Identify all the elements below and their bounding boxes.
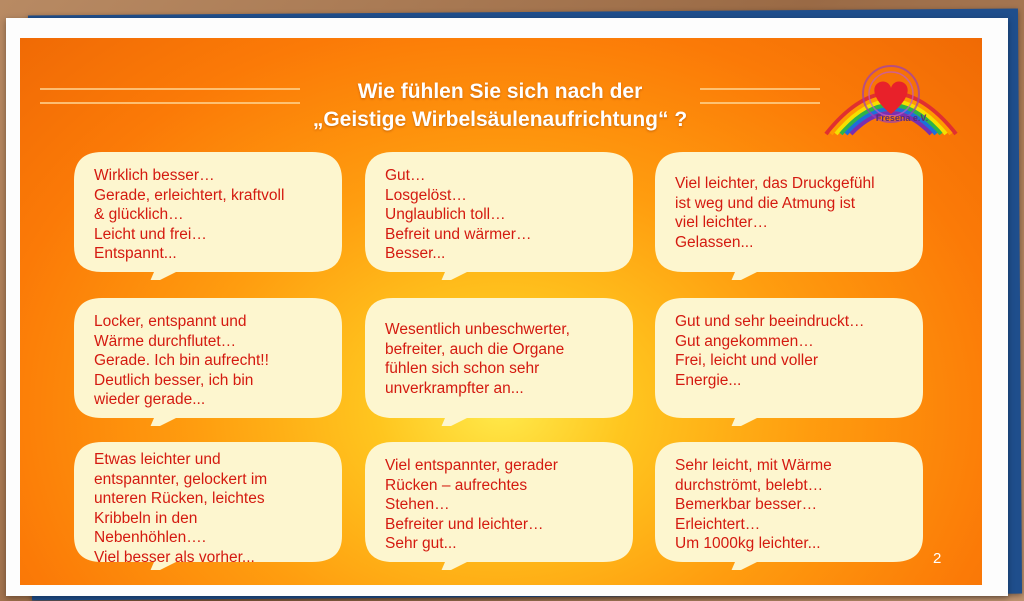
bubble-line: Um 1000kg leichter...: [675, 535, 821, 552]
bubble-text-6: [675, 312, 911, 390]
bubble-line: Nebenhöhlen….: [94, 529, 207, 546]
speech-bubble-4: [72, 296, 344, 426]
bubble-line: wieder gerade...: [94, 391, 206, 408]
page-number: 2: [933, 550, 942, 567]
bubble-line: Gut und sehr beeindruckt…: [675, 313, 865, 330]
bubble-line: Rücken – aufrechtes: [385, 476, 528, 494]
speech-bubble-8: [363, 440, 635, 570]
bubble-line: Stehen…: [385, 496, 450, 513]
bubble-text-5: [385, 320, 621, 398]
bubble-line: Viel entspannter, gerader: [385, 457, 558, 474]
bubble-line: unteren Rücken, leichtes: [94, 490, 265, 507]
bubble-line: Erleichtert…: [675, 515, 761, 533]
bubble-line: Frei, leicht und voller: [675, 352, 819, 369]
bubble-text-7: [94, 450, 330, 567]
bubble-line: Viel leichter, das Druckgefühl: [675, 175, 875, 192]
bubble-line: Locker, entspannt und: [94, 313, 247, 330]
bubble-text-2: [385, 166, 621, 264]
bubble-line: Kribbeln in den: [94, 509, 198, 527]
rainbow-heart-logo: [818, 56, 964, 142]
bubble-line: Befreiter und leichter…: [385, 515, 544, 533]
bubble-line: Gelassen...: [675, 233, 754, 251]
bubble-line: Wirklich besser…: [94, 167, 215, 184]
bubble-line: befreiter, auch die Organe: [385, 340, 565, 358]
bubble-line: Gerade, erleichtert, kraftvoll: [94, 186, 285, 204]
bubble-text-9: [675, 456, 911, 554]
bubble-text-8: [385, 456, 621, 554]
bubble-line: Entspannt...: [94, 245, 177, 262]
bubble-line: Energie...: [675, 371, 742, 389]
speech-bubble-2: [363, 150, 635, 280]
logo-name: Fresena e.V.: [875, 113, 929, 123]
bubble-line: Gerade. Ich bin aufrecht!!: [94, 352, 269, 369]
bubble-line: Wesentlich unbeschwerter,: [385, 321, 570, 338]
bubble-line: fühlen sich schon sehr: [385, 360, 540, 377]
bubble-line: unverkrampfter an...: [385, 379, 524, 397]
bubble-text-3: [675, 174, 911, 252]
bubble-line: ist weg und die Atmung ist: [675, 194, 856, 212]
title-line-2: „Geistige Wirbelsäulenaufrichtung“ ?: [312, 108, 688, 131]
speech-bubble-1: [72, 150, 344, 280]
slide: [20, 38, 982, 585]
bubble-line: Leicht und frei…: [94, 225, 207, 243]
bubble-line: Bemerkbar besser…: [675, 496, 818, 513]
bubble-line: Etwas leichter und: [94, 451, 221, 468]
bubble-line: Gut angekommen…: [675, 332, 814, 350]
speech-bubble-5: [363, 296, 635, 426]
bubble-line: durchströmt, belebt…: [675, 476, 824, 494]
speech-bubble-9: [653, 440, 925, 570]
bubble-text-1: [94, 166, 330, 264]
bubble-text-4: [94, 312, 330, 410]
bubble-line: Sehr leicht, mit Wärme: [675, 457, 832, 474]
speech-bubble-7: [72, 440, 344, 570]
bubble-line: entspannter, gelockert im: [94, 470, 268, 488]
bubble-line: Losgelöst…: [385, 186, 467, 204]
bubble-line: Befreit und wärmer…: [385, 225, 532, 243]
bubble-line: Wärme durchflutet…: [94, 332, 237, 350]
bubble-line: Gut…: [385, 167, 426, 184]
bubble-line: viel leichter…: [675, 214, 769, 231]
bubble-line: Viel besser als vorher...: [94, 548, 255, 566]
slide-title: [180, 78, 820, 134]
bubble-line: Unglaublich toll…: [385, 206, 506, 223]
bubble-line: Besser...: [385, 245, 446, 262]
bubble-line: Sehr gut...: [385, 535, 457, 552]
bubble-line: Deutlich besser, ich bin: [94, 371, 254, 389]
speech-bubble-3: [653, 150, 925, 280]
speech-bubble-6: [653, 296, 925, 426]
title-line-1: Wie fühlen Sie sich nach der: [357, 80, 643, 103]
bubble-line: & glücklich…: [94, 206, 184, 223]
